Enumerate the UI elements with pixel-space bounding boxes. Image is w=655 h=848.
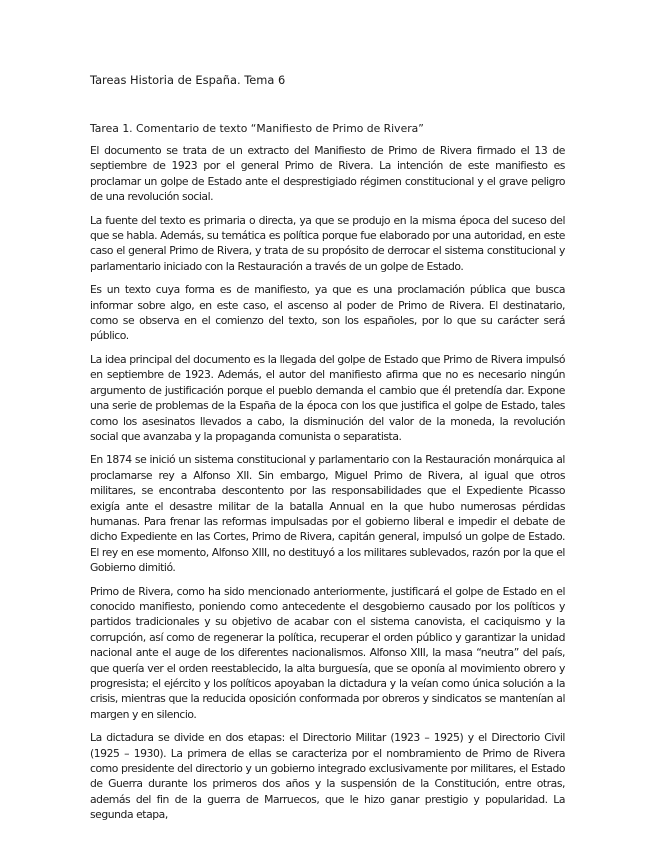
paragraph-stages: La dictadura se divide en dos etapas: el Directorio Militar (1923 – 1925) y el Directorio Civil (1925 – 1930). La primera de ellas se caracteriza por el nombramiento de Primo de Rivera como presidente del directorio y un gobierno integrado exclusivamente por militares, el Estado de Guerra durante los primeros dos años y la suspensión de la Constitución, entre otras, además del fin de la guerra de Marruecos, que le hizo ganar prestigio y popularidad. La segunda etapa, — [90, 731, 565, 822]
paragraph-context: En 1874 se inició un sistema constitucional y parlamentario con la Restauración monárquica al proclamarse rey a Alfonso XII. Sin embargo, Miguel Primo de Rivera, al igual que otros militares, se encontraba descontento por las responsabilidades que el Expediente Picasso exigía ante el desastre militar de la batalla Annual en la que hubo numerosas pérdidas humanas. Para frenar las reformas impulsadas por el gobierno liberal e impedir el debate de dicho Expediente en las Cortes, Primo de Rivera, capitán general, impulsó un golpe de Estado. El rey en ese momento, Alfonso XIII, no destituyó a los militares sublevados, razón por la que el Gobierno dimitió. — [90, 453, 565, 575]
task-heading: Tarea 1. Comentario de texto “Manifiesto de Primo de Rivera” — [90, 122, 424, 135]
paragraph-source: La fuente del texto es primaria o directa, ya que se produjo en la misma época del suceso del que se habla. Además, su temática es política porque fue elaborado por una autoridad, en este caso el general Primo de Rivera, y trata de su propósito de derrocar el sistema constitucional y parlamentario iniciado con la Restauración a través de un golpe de Estado. — [90, 213, 565, 273]
paragraph-justification: Primo de Rivera, como ha sido mencionado anteriormente, justificará el golpe de Estado en el conocido manifiesto, poniendo como antecedente el desgobierno causado por los políticos y partidos tradicionales y su objetivo de acabar con el sistema canovista, el caciquismo y la corrupción, así como de regenerar la política, recuperar el orden público y garantizar la unidad nacional ante el auge de los diferentes nacionalismos. Alfonso XIII, la masa “neutra” del país, que quería ver el orden reestablecido, la alta burguesía, que se oponía al movimiento obrero y progresista; el ejército y los políticos apoyaban la dictadura y la veían como única solución a la crisis, mientras que la reducida oposición conformada por obreros y sindicatos se mantenían al margen y en silencio. — [90, 584, 565, 721]
paragraph-form: Es un texto cuya forma es de manifiesto, ya que es una proclamación pública que busca informar sobre algo, en este caso, el ascenso al poder de Primo de Rivera. El destinatario, como se observa en el comienzo del texto, son los españoles, por lo que su carácter será público. — [90, 283, 565, 343]
document-title: Tareas Historia de España. Tema 6 — [90, 73, 286, 87]
paragraph-intro: El documento se trata de un extracto del Manifiesto de Primo de Rivera firmado el 13 de septiembre de 1923 por el general Primo de Rivera. La intención de este manifiesto es proclamar un golpe de Estado ante el desprestigiado régimen constitucional y el grave peligro de una revolución social. — [90, 144, 565, 204]
document-page — [90, 72, 565, 831]
paragraph-main-idea: La idea principal del documento es la llegada del golpe de Estado que Primo de Rivera impulsó en septiembre de 1923. Además, el autor del manifiesto afirma que no es necesario ningún argumento de justificación porque el pueblo demanda el cambio que él pretendía dar. Expone una serie de problemas de la España de la época con los que justifica el golpe de Estado, tales como los asesinatos llevados a cabo, la disminución del valor de la moneda, la revolución social que avanzaba y la propaganda comunista o separatista. — [90, 352, 565, 443]
